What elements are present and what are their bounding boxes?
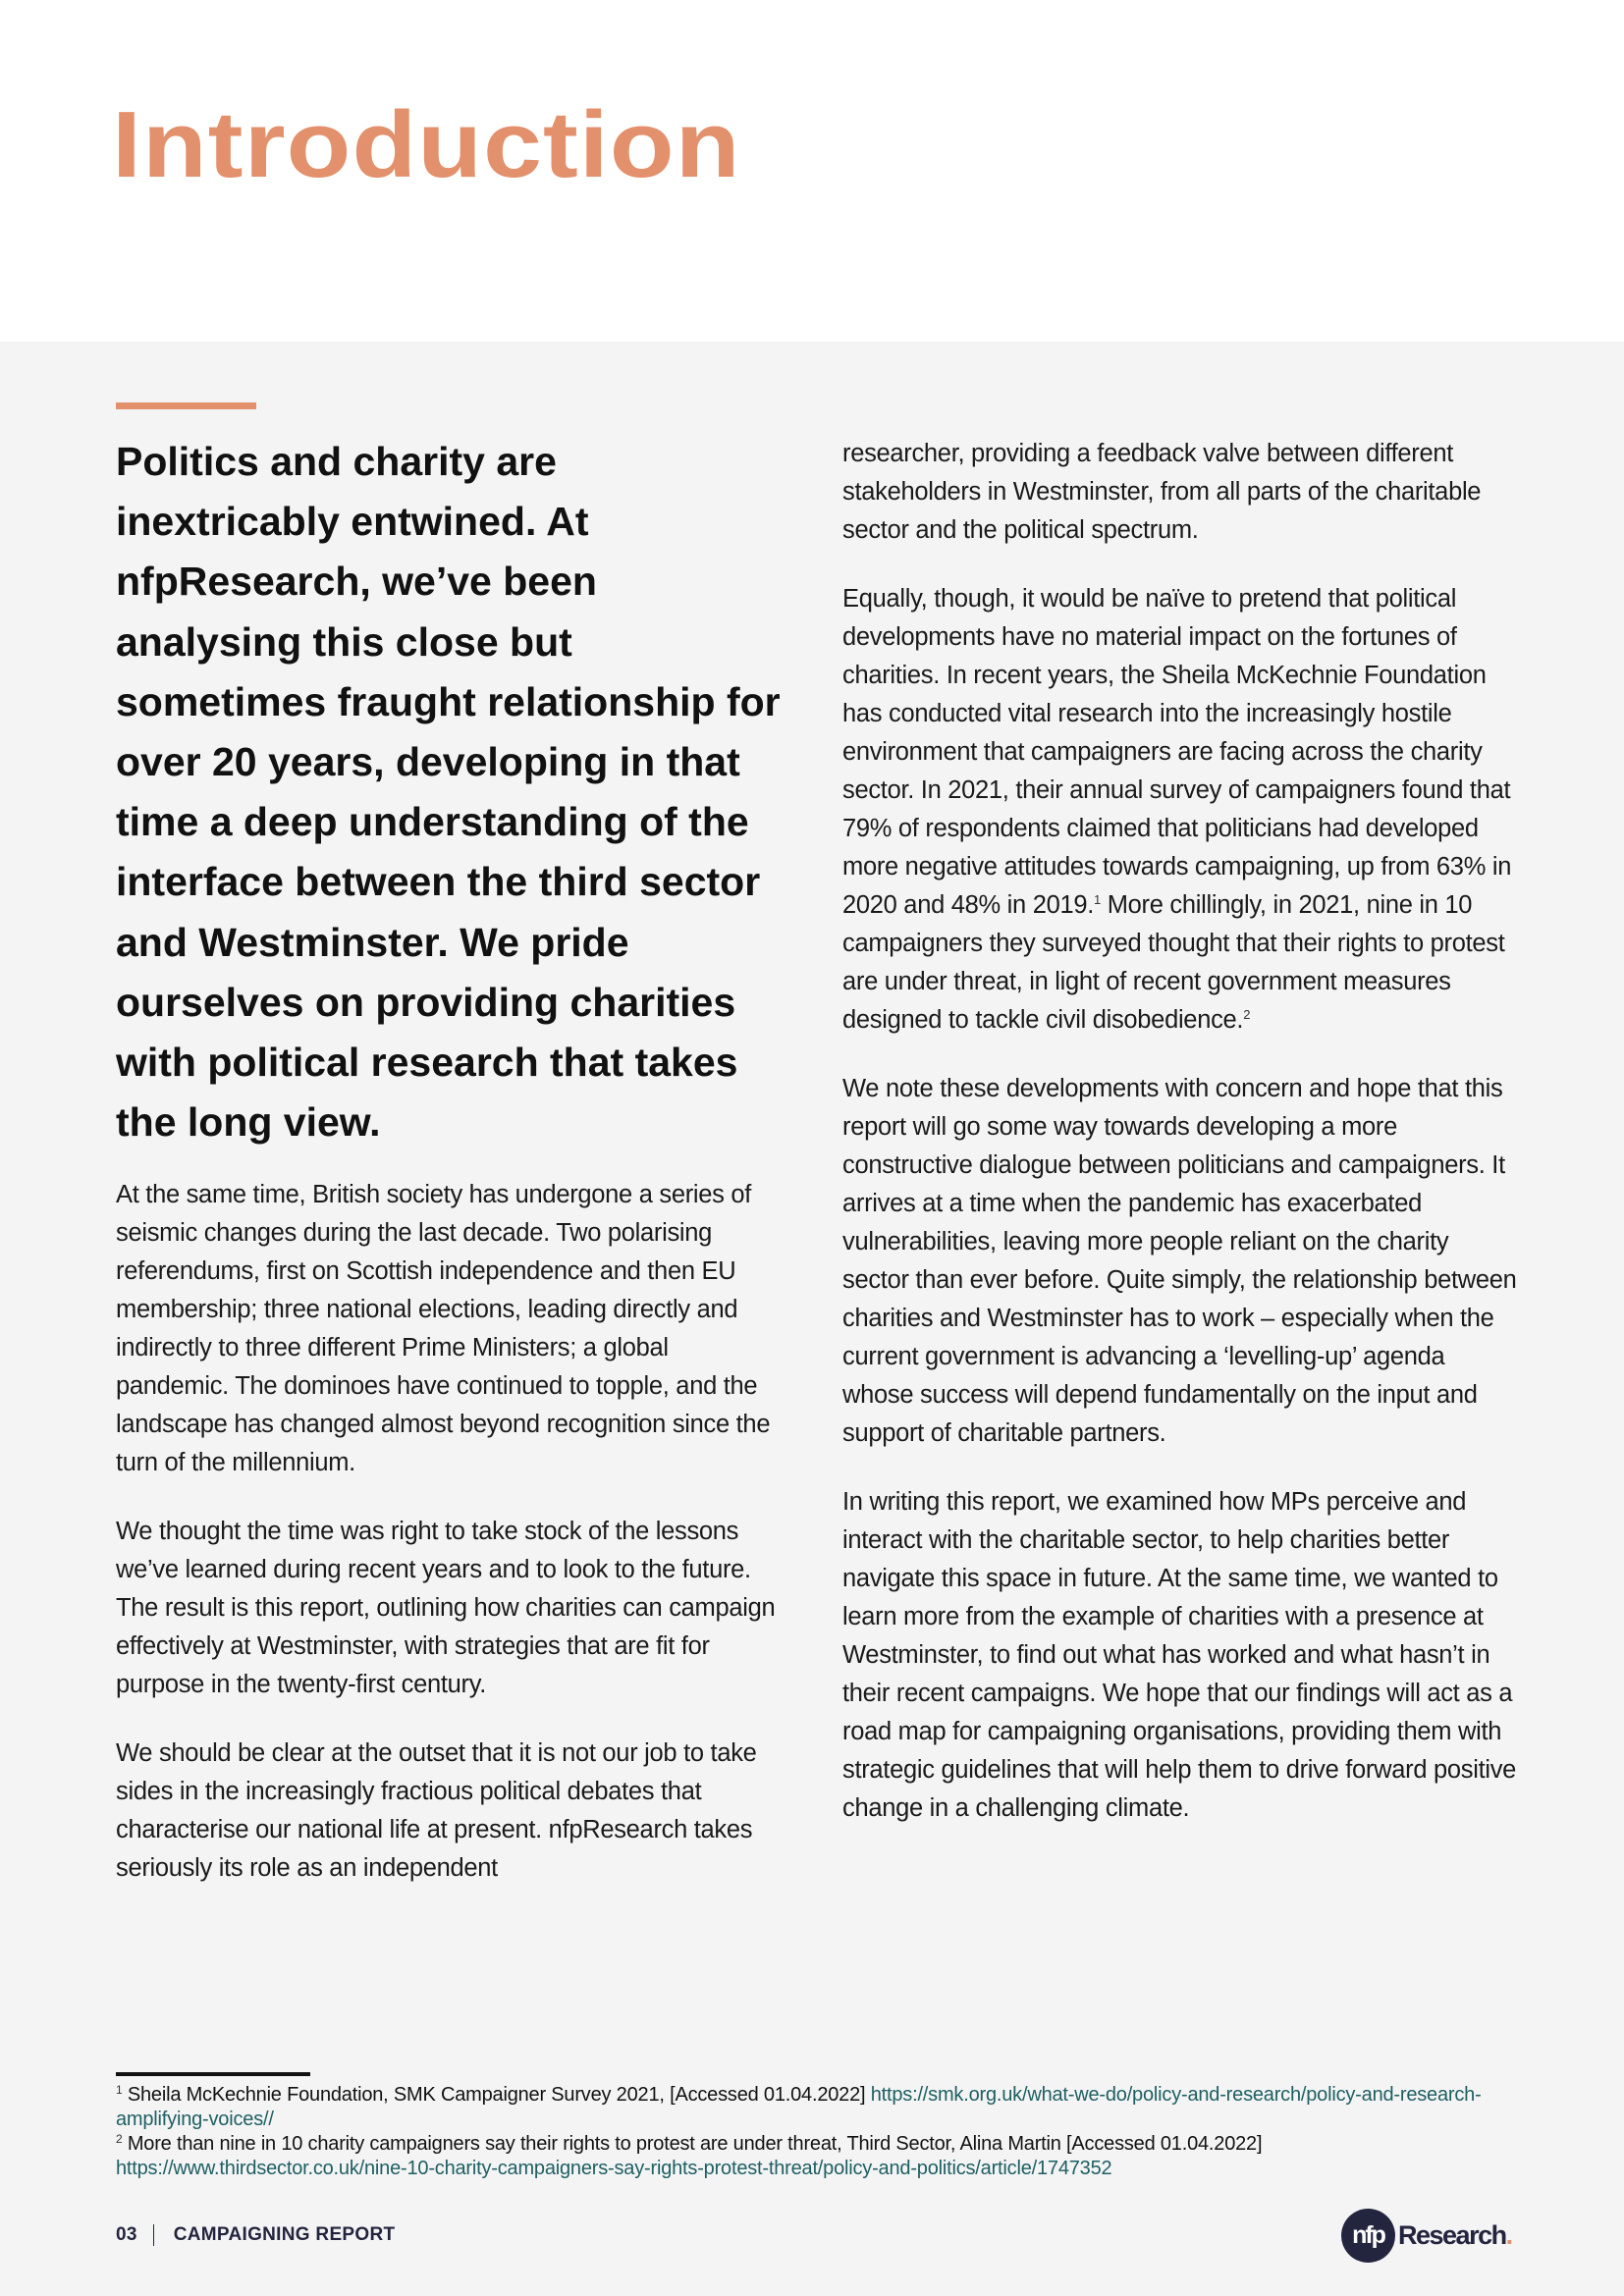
footer-divider	[153, 2224, 154, 2246]
body-paragraph: At the same time, British society has undergone a series of seismic changes during the last decade. Two polarising referendums, first on Scottish independence and then EU membership; three national elections, leading directly and indirectly to three different Prime Ministers; a global pandemic. The dominoes have continued to topple, and the landscape has changed almost beyond recognition since the turn of the millennium.	[116, 1181, 771, 1477]
body-paragraph: We should be clear at the outset that it is not our job to take sides in the increasingly fractious political debates that characterise our national life at present. nfpResearch takes seriously its role as an independent	[116, 1739, 757, 1883]
body-paragraph: In writing this report, we examined how MPs perceive and interact with the charitable sector, to help charities better navigate this space in future. At the same time, we wanted to learn more from the example of charities with a presence at Westminster, to find out what has worked and what hasn’t in their recent campaigns. We hope that our findings will act as a road map for campaigning organisations, providing them with strategic guidelines that will help them to drive forward positive change in a challenging climate.	[842, 1488, 1517, 1822]
footnote-number: 2	[116, 2132, 123, 2146]
footnote-2	[116, 2132, 1520, 2181]
page-number: 03	[116, 2224, 137, 2245]
body-paragraph: researcher, providing a feedback valve between different stakeholders in Westminster, from all parts of the charitable sector and the political spectrum.	[842, 440, 1482, 544]
logo-dot: .	[1505, 2220, 1512, 2250]
nfp-logo-icon: nfp	[1341, 2209, 1395, 2263]
nfp-research-logo	[1341, 2209, 1512, 2263]
footnote-text: Sheila McKechnie Foundation, SMK Campaigner Survey 2021, [Accessed 01.04.2022]	[127, 2084, 871, 2106]
left-column	[116, 432, 784, 1918]
footnote-divider	[116, 2072, 310, 2076]
paragraph-text: Equally, though, it would be naïve to pretend that political developments have no material impact on the fortunes of charities. In recent years, the Sheila McKechnie Foundation has conducted vital research into the increasingly hostile environment that campaigners are facing across the charity sector. In 2021, their annual survey of campaigners found that 79% of respondents claimed that politicians had developed more negative attitudes towards campaigning, up from 63% in 2020 and 48% in 2019.	[842, 585, 1512, 919]
footnote-number: 1	[116, 2083, 123, 2097]
logo-wordmark	[1398, 2220, 1512, 2251]
paragraph-text: More chillingly, in 2021, nine in 10 campaigners they surveyed thought that their rights to protest are under threat, in light of recent government measures designed to tackle civil disobedience.	[842, 891, 1505, 1034]
footnote-1	[116, 2083, 1520, 2132]
page-footer	[116, 2224, 395, 2246]
footnote-link[interactable]: https://www.thirdsector.co.uk/nine-10-charity-campaigners-say-rights-protest-threat/policy-and-politics/article/1747352	[116, 2158, 1112, 2179]
footnote-ref-2[interactable]: 2	[1243, 1007, 1251, 1022]
body-paragraph	[842, 580, 1520, 1040]
footnote-text: More than nine in 10 charity campaigners say their rights to protest are under threat, Third Sector, Alina Martin [Accessed 01.04.2022]	[127, 2133, 1263, 2155]
page-title: Introduction	[112, 92, 741, 197]
right-column	[842, 435, 1520, 1858]
lead-paragraph: Politics and charity are inextricably entwined. At nfpResearch, we’ve been analysing this close but sometimes fraught relationship for over 20 years, developing in that time a deep understanding of the interface between the third sector and Westminster. We pride ourselves on providing charities with political research that takes the long view.	[116, 439, 781, 1146]
report-name: CAMPAIGNING REPORT	[173, 2224, 396, 2245]
footnote-link[interactable]: https://smk.org.uk/what-we-do/policy-and-research/policy-and-research-amplifying-voices//	[116, 2084, 1482, 2130]
footnote-ref-1[interactable]: 1	[1094, 892, 1101, 907]
body-paragraph: We note these developments with concern and hope that this report will go some way towards developing a more constructive dialogue between politicians and campaigners. It arrives at a time when the pandemic has exacerbated vulnerabilities, leaving more people reliant on the charity sector than ever before. Quite simply, the relationship between charities and Westminster has to work – especially when the current government is advancing a ‘levelling-up’ agenda whose success will depend fundamentally on the input and support of charitable partners.	[842, 1075, 1517, 1447]
accent-rule	[116, 402, 256, 409]
footnotes	[116, 2083, 1520, 2181]
body-paragraph: We thought the time was right to take stock of the lessons we’ve learned during recent years and to look to the future. The result is this report, outlining how charities can campaign effectively at Westminster, with strategies that are fit for purpose in the twenty-first century.	[116, 1518, 776, 1699]
logo-word: Research	[1398, 2220, 1506, 2250]
